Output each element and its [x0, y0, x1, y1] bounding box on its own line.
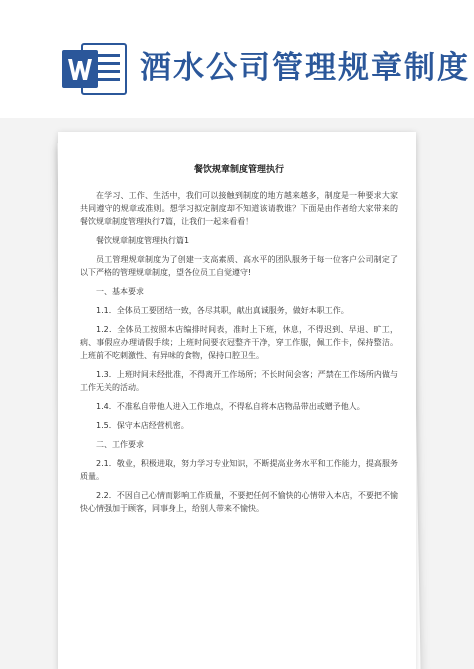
doc-section-heading: 餐饮规章制度管理执行篇1: [96, 236, 190, 245]
page-title: 酒水公司管理规章制度: [140, 50, 470, 86]
header-banner: [0, 0, 474, 118]
document-title: 餐饮规章制度管理执行: [193, 165, 284, 175]
word-doc-icon: [60, 42, 128, 96]
doc-paragraph: 1.2．全体员工按照本店编排时间表，准时上下班，休息，不得迟到、早退、旷工，病、事假应办理请假手续；上班时间要衣冠整齐干净，穿工作服，佩工作卡，保持整洁。上班前不吃刺激性、有异味的食物，保持口腔卫生。: [80, 325, 398, 360]
doc-paragraph: 1.4．不准私自带他人进入工作地点，不得私自将本店物品带出或赠予他人。: [96, 402, 365, 411]
doc-paragraph: 1.1．全体员工要团结一致，各尽其职，献出真诚服务，做好本职工作。: [96, 306, 349, 315]
doc-paragraph: 2.2．不因自己心情而影响工作质量，不要把任何不愉快的心情带入本店，不要把不愉快心情强加于顾客，同事身上，给别人带来不愉快。: [80, 491, 398, 513]
doc-paragraph: 在学习、工作、生活中，我们可以接触到制度的地方越来越多，制度是一种要求大家共同遵守的规章或准则。想学习拟定制度却不知道该请教谁？下面是由作者给大家带来的餐饮规章制度管理执行7篇，让我们一起来看看！: [80, 191, 398, 226]
doc-paragraph: 员工管理规章制度为了创建一支高素质、高水平的团队服务于每一位客户公司制定了以下严格的管理规章制度，望各位员工自觉遵守!: [80, 255, 398, 277]
doc-paragraph: 2.1．敬业，积极进取，努力学习专业知识，不断提高业务水平和工作能力，提高服务质量。: [80, 459, 398, 481]
doc-section-heading: 一、基本要求: [96, 287, 144, 296]
doc-paragraph: 1.5．保守本店经营机密。: [96, 421, 189, 430]
document-page: [58, 132, 416, 669]
document-body: [80, 164, 398, 521]
document-preview-area: [0, 118, 474, 669]
doc-section-heading: 二、工作要求: [96, 440, 144, 449]
doc-paragraph: 1.3．上班时间未经批准，不得离开工作场所；不长时间会客；严禁在工作场所内做与工作无关的活动。: [80, 370, 398, 392]
